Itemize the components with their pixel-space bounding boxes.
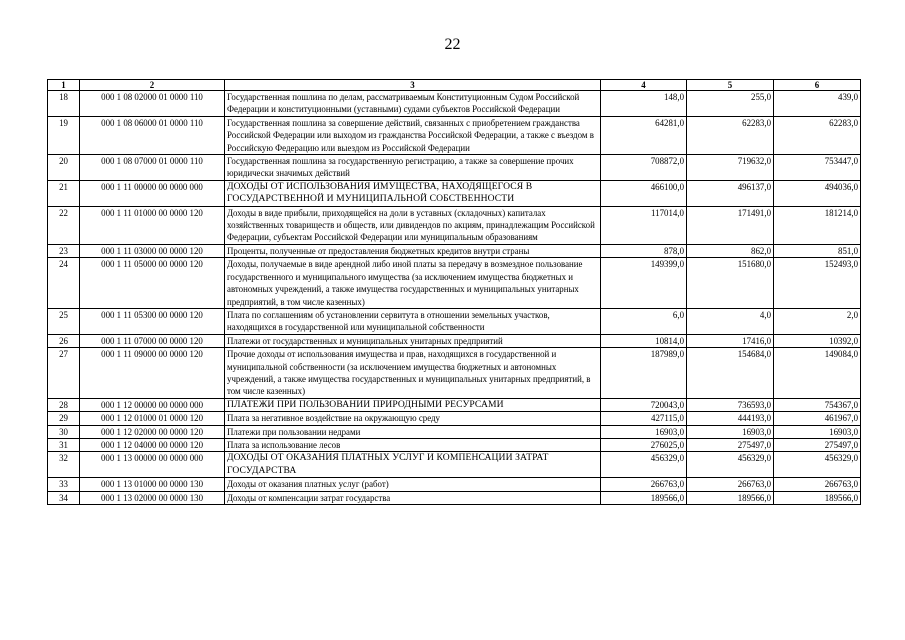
value-col5-cell: 456329,0: [687, 452, 774, 478]
row-number-cell: 21: [48, 180, 80, 206]
budget-code-cell: 000 1 13 02000 00 0000 130: [80, 491, 225, 504]
value-col6-cell: 439,0: [774, 91, 861, 117]
value-col6-cell: 494036,0: [774, 180, 861, 206]
value-col6-cell: 461967,0: [774, 412, 861, 425]
value-col5-cell: 17416,0: [687, 334, 774, 347]
table-row: [48, 452, 861, 478]
value-col4-cell: 6,0: [601, 308, 687, 334]
revenue-name-cell: Плата за негативное воздействие на окружающую среду: [225, 412, 601, 425]
table-row: [48, 116, 861, 154]
value-col4-cell: 878,0: [601, 244, 687, 257]
row-number-cell: 18: [48, 91, 80, 117]
value-col5-cell: 171491,0: [687, 206, 774, 244]
value-col5-cell: 255,0: [687, 91, 774, 117]
budget-code-cell: 000 1 11 01000 00 0000 120: [80, 206, 225, 244]
revenue-name-cell: Государственная пошлина за совершение действий, связанных с приобретением гражданства Российской Федерации или выходом из гражданства Российской Федерации, а также с въездом в Российскую Федерацию или выездом из Российской Федерации: [225, 116, 601, 154]
row-number-cell: 24: [48, 258, 80, 309]
revenue-name-cell: Платежи от государственных и муниципальных унитарных предприятий: [225, 334, 601, 347]
value-col5-cell: 16903,0: [687, 425, 774, 438]
value-col6-cell: 2,0: [774, 308, 861, 334]
value-col5-cell: 154684,0: [687, 348, 774, 399]
value-col6-cell: 266763,0: [774, 478, 861, 491]
value-col6-cell: 851,0: [774, 244, 861, 257]
revenue-name-cell: Прочие доходы от использования имущества и прав, находящихся в государственной и муниципальной собственности (за исключением имущества бюджетных и автономных учреждений, а также имущества государственных и муниципальных унитарных предприятий, в том числе казенных): [225, 348, 601, 399]
budget-code-cell: 000 1 12 04000 00 0000 120: [80, 438, 225, 451]
table-row: [48, 180, 861, 206]
revenue-name-cell: Доходы в виде прибыли, приходящейся на доли в уставных (складочных) капиталах хозяйственных товариществ и обществ, или дивидендов по акциям, принадлежащим Российской Федерации, субъектам Российской Федерации или муниципальным образованиям: [225, 206, 601, 244]
table-row: [48, 244, 861, 257]
budget-code-cell: 000 1 08 07000 01 0000 110: [80, 155, 225, 181]
revenue-name-cell: Проценты, полученные от предоставления бюджетных кредитов внутри страны: [225, 244, 601, 257]
budget-code-cell: 000 1 12 01000 01 0000 120: [80, 412, 225, 425]
value-col5-cell: 862,0: [687, 244, 774, 257]
value-col6-cell: 181214,0: [774, 206, 861, 244]
table-row: [48, 155, 861, 181]
revenue-table: [47, 79, 861, 505]
revenue-name-cell: Доходы от компенсации затрат государства: [225, 491, 601, 504]
value-col5-cell: 62283,0: [687, 116, 774, 154]
value-col6-cell: 16903,0: [774, 425, 861, 438]
revenue-name-cell: Государственная пошлина по делам, рассматриваемым Конституционным Судом Российской Федерации и конституционными (уставными) судами субъектов Российской Федерации: [225, 91, 601, 117]
value-col5-cell: 151680,0: [687, 258, 774, 309]
table-row: [48, 258, 861, 309]
value-col4-cell: 456329,0: [601, 452, 687, 478]
table-row: [48, 425, 861, 438]
value-col4-cell: 187989,0: [601, 348, 687, 399]
value-col4-cell: 64281,0: [601, 116, 687, 154]
value-col6-cell: 62283,0: [774, 116, 861, 154]
budget-code-cell: 000 1 11 00000 00 0000 000: [80, 180, 225, 206]
row-number-cell: 23: [48, 244, 80, 257]
column-header: 5: [687, 80, 774, 91]
row-number-cell: 19: [48, 116, 80, 154]
budget-code-cell: 000 1 11 05300 00 0000 120: [80, 308, 225, 334]
table-row: [48, 334, 861, 347]
budget-code-cell: 000 1 11 07000 00 0000 120: [80, 334, 225, 347]
value-col4-cell: 708872,0: [601, 155, 687, 181]
value-col5-cell: 736593,0: [687, 398, 774, 411]
row-number-cell: 31: [48, 438, 80, 451]
row-number-cell: 26: [48, 334, 80, 347]
table-body: [48, 91, 861, 505]
row-number-cell: 28: [48, 398, 80, 411]
value-col6-cell: 456329,0: [774, 452, 861, 478]
row-number-cell: 20: [48, 155, 80, 181]
row-number-cell: 34: [48, 491, 80, 504]
value-col4-cell: 10814,0: [601, 334, 687, 347]
table-row: [48, 308, 861, 334]
value-col5-cell: 4,0: [687, 308, 774, 334]
value-col5-cell: 496137,0: [687, 180, 774, 206]
budget-code-cell: 000 1 11 09000 00 0000 120: [80, 348, 225, 399]
value-col6-cell: 754367,0: [774, 398, 861, 411]
column-header: 6: [774, 80, 861, 91]
budget-code-cell: 000 1 11 05000 00 0000 120: [80, 258, 225, 309]
value-col4-cell: 117014,0: [601, 206, 687, 244]
value-col4-cell: 189566,0: [601, 491, 687, 504]
revenue-name-cell: Платежи при пользовании недрами: [225, 425, 601, 438]
table-header-row: [48, 80, 861, 91]
table-row: [48, 412, 861, 425]
table-row: [48, 438, 861, 451]
value-col5-cell: 266763,0: [687, 478, 774, 491]
revenue-name-cell: Доходы от оказания платных услуг (работ): [225, 478, 601, 491]
revenue-name-cell: Государственная пошлина за государственную регистрацию, а также за совершение прочих юридически значимых действий: [225, 155, 601, 181]
budget-code-cell: 000 1 13 01000 00 0000 130: [80, 478, 225, 491]
value-col4-cell: 148,0: [601, 91, 687, 117]
row-number-cell: 27: [48, 348, 80, 399]
value-col5-cell: 719632,0: [687, 155, 774, 181]
revenue-name-cell: Плата за использование лесов: [225, 438, 601, 451]
value-col4-cell: 466100,0: [601, 180, 687, 206]
value-col6-cell: 152493,0: [774, 258, 861, 309]
value-col5-cell: 444193,0: [687, 412, 774, 425]
value-col6-cell: 149084,0: [774, 348, 861, 399]
value-col5-cell: 189566,0: [687, 491, 774, 504]
column-header: 4: [601, 80, 687, 91]
row-number-cell: 25: [48, 308, 80, 334]
budget-code-cell: 000 1 12 02000 00 0000 120: [80, 425, 225, 438]
value-col4-cell: 16903,0: [601, 425, 687, 438]
table-row: [48, 348, 861, 399]
budget-code-cell: 000 1 12 00000 00 0000 000: [80, 398, 225, 411]
row-number-cell: 32: [48, 452, 80, 478]
page-number: 22: [444, 36, 461, 53]
value-col5-cell: 275497,0: [687, 438, 774, 451]
budget-code-cell: 000 1 13 00000 00 0000 000: [80, 452, 225, 478]
table-row: [48, 91, 861, 117]
table-row: [48, 398, 861, 411]
table-row: [48, 478, 861, 491]
revenue-name-cell: ДОХОДЫ ОТ ИСПОЛЬЗОВАНИЯ ИМУЩЕСТВА, НАХОДЯЩЕГОСЯ В ГОСУДАРСТВЕННОЙ И МУНИЦИПАЛЬНОЙ СОБСТВЕННОСТИ: [225, 180, 601, 206]
row-number-cell: 33: [48, 478, 80, 491]
row-number-cell: 30: [48, 425, 80, 438]
value-col6-cell: 189566,0: [774, 491, 861, 504]
value-col6-cell: 753447,0: [774, 155, 861, 181]
column-header: 2: [80, 80, 225, 91]
budget-code-cell: 000 1 11 03000 00 0000 120: [80, 244, 225, 257]
value-col4-cell: 427115,0: [601, 412, 687, 425]
value-col4-cell: 149399,0: [601, 258, 687, 309]
budget-code-cell: 000 1 08 02000 01 0000 110: [80, 91, 225, 117]
revenue-name-cell: Плата по соглашениям об установлении сервитута в отношении земельных участков, находящихся в государственной или муниципальной собственности: [225, 308, 601, 334]
budget-code-cell: 000 1 08 06000 01 0000 110: [80, 116, 225, 154]
column-header: 1: [48, 80, 80, 91]
table-row: [48, 491, 861, 504]
column-header: 3: [225, 80, 601, 91]
value-col6-cell: 275497,0: [774, 438, 861, 451]
revenue-name-cell: ПЛАТЕЖИ ПРИ ПОЛЬЗОВАНИИ ПРИРОДНЫМИ РЕСУРСАМИ: [225, 398, 601, 411]
row-number-cell: 22: [48, 206, 80, 244]
value-col6-cell: 10392,0: [774, 334, 861, 347]
revenue-name-cell: Доходы, получаемые в виде арендной либо иной платы за передачу в возмездное пользование государственного и муниципального имущества (за исключением имущества бюджетных и автономных учреждений, а также имущества государственных и муниципальных унитарных предприятий, в том числе казенных): [225, 258, 601, 309]
revenue-name-cell: ДОХОДЫ ОТ ОКАЗАНИЯ ПЛАТНЫХ УСЛУГ И КОМПЕНСАЦИИ ЗАТРАТ ГОСУДАРСТВА: [225, 452, 601, 478]
value-col4-cell: 266763,0: [601, 478, 687, 491]
table-row: [48, 206, 861, 244]
row-number-cell: 29: [48, 412, 80, 425]
value-col4-cell: 276025,0: [601, 438, 687, 451]
value-col4-cell: 720043,0: [601, 398, 687, 411]
